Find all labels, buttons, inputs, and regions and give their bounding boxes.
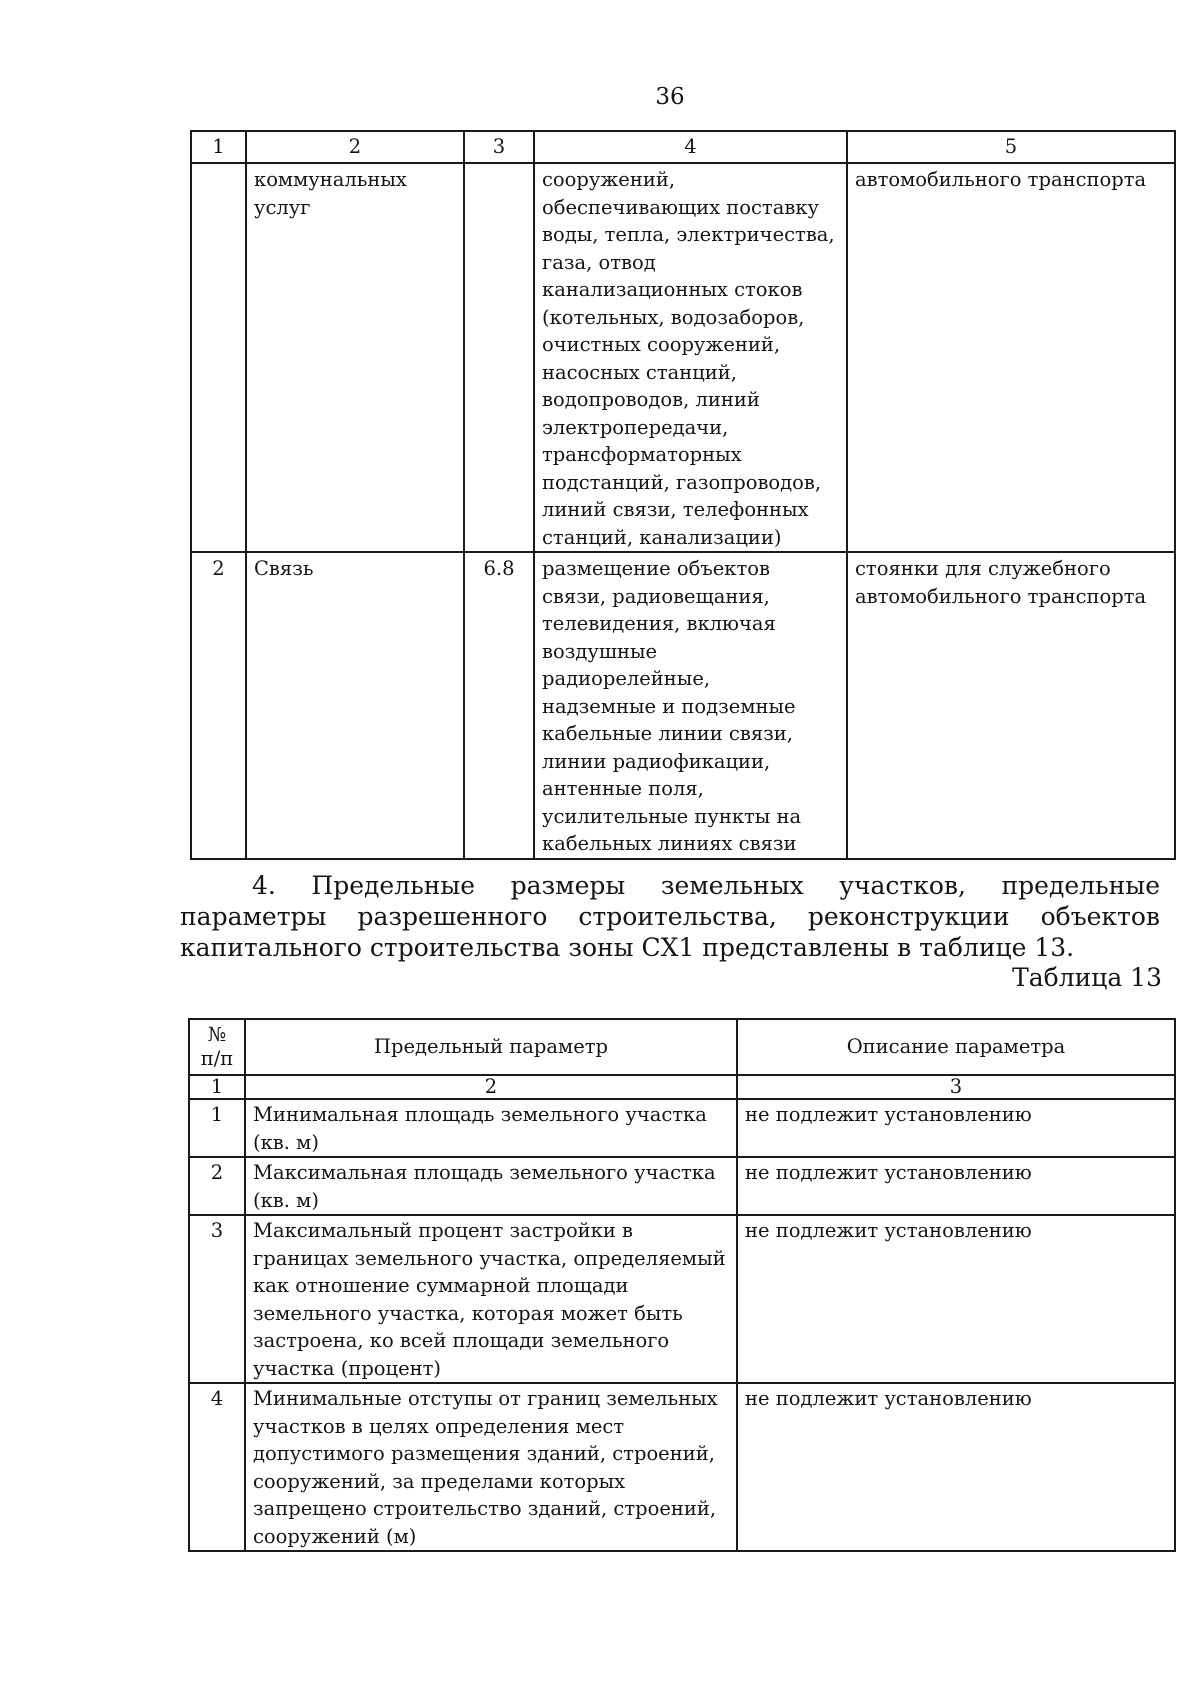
permitted-use-table bbox=[190, 130, 1176, 860]
parameter-description-cell: не подлежит установлению bbox=[737, 1383, 1175, 1551]
table-row bbox=[189, 1215, 1175, 1383]
numbering-cell: 1 bbox=[189, 1075, 245, 1099]
column-numbering-row bbox=[189, 1075, 1175, 1099]
table-header-row bbox=[191, 131, 1175, 163]
parameter-description-cell: не подлежит установлению bbox=[737, 1099, 1175, 1157]
table-caption: Таблица 13 bbox=[1012, 963, 1162, 992]
row-number-cell: 1 bbox=[189, 1099, 245, 1157]
row-number-cell: 4 bbox=[189, 1383, 245, 1551]
section-paragraph: 4. Предельные размеры земельных участков, предельные параметры разрешенного строительства, реконструкции объектов капитального строительства зоны СХ1 представлены в таблице 13. bbox=[180, 871, 1160, 962]
limit-parameters-table bbox=[188, 1018, 1176, 1552]
row-number-cell: 2 bbox=[189, 1157, 245, 1215]
header-cell: 1 bbox=[191, 131, 246, 163]
parameter-cell: Минимальная площадь земельного участка (кв. м) bbox=[245, 1099, 737, 1157]
use-description-cell: размещение объектов связи, радиовещания, телевидения, включая воздушные радиорелейные, надземные и подземные кабельные линии связи, линии радиофикации, антенные поля, усилительные пункты на кабельных линиях связи bbox=[534, 552, 847, 859]
numbering-cell: 2 bbox=[245, 1075, 737, 1099]
parameter-cell: Максимальная площадь земельного участка (кв. м) bbox=[245, 1157, 737, 1215]
parameter-description-cell: не подлежит установлению bbox=[737, 1157, 1175, 1215]
parameter-cell: Минимальные отступы от границ земельных участков в целях определения мест допустимого размещения зданий, строений, сооружений, за пределами которых запрещено строительство зданий, строений, сооружений (м) bbox=[245, 1383, 737, 1551]
numbering-cell: 3 bbox=[737, 1075, 1175, 1099]
parameter-cell: Максимальный процент застройки в границах земельного участка, определяемый как отношение суммарной площади земельного участка, которая может быть застроена, ко всей площади земельного участка (процент) bbox=[245, 1215, 737, 1383]
table-row bbox=[191, 552, 1175, 859]
table-row bbox=[189, 1099, 1175, 1157]
header-cell: Описание параметра bbox=[737, 1019, 1175, 1075]
use-note-cell: стоянки для служебного автомобильного транспорта bbox=[847, 552, 1175, 859]
row-number-cell bbox=[191, 163, 246, 552]
header-cell: 5 bbox=[847, 131, 1175, 163]
table-row bbox=[191, 163, 1175, 552]
use-code-cell: 6.8 bbox=[464, 552, 534, 859]
header-cell: 4 bbox=[534, 131, 847, 163]
header-cell: 3 bbox=[464, 131, 534, 163]
use-description-cell: сооружений, обеспечивающих поставку воды, тепла, электричества, газа, отвод канализационных стоков (котельных, водозаборов, очистных сооружений, насосных станций, водопроводов, линий электропередачи, трансформаторных подстанций, газопроводов, линий связи, телефонных станций, канализации) bbox=[534, 163, 847, 552]
use-code-cell bbox=[464, 163, 534, 552]
header-cell: № п/п bbox=[189, 1019, 245, 1075]
table-header-row bbox=[189, 1019, 1175, 1075]
header-cell: 2 bbox=[246, 131, 464, 163]
use-name-cell: коммунальных услуг bbox=[246, 163, 464, 552]
table-row bbox=[189, 1383, 1175, 1551]
use-name-cell: Связь bbox=[246, 552, 464, 859]
row-number-cell: 3 bbox=[189, 1215, 245, 1383]
page-number: 36 bbox=[655, 84, 685, 110]
use-note-cell: автомобильного транспорта bbox=[847, 163, 1175, 552]
parameter-description-cell: не подлежит установлению bbox=[737, 1215, 1175, 1383]
row-number-cell: 2 bbox=[191, 552, 246, 859]
table-row bbox=[189, 1157, 1175, 1215]
header-cell: Предельный параметр bbox=[245, 1019, 737, 1075]
